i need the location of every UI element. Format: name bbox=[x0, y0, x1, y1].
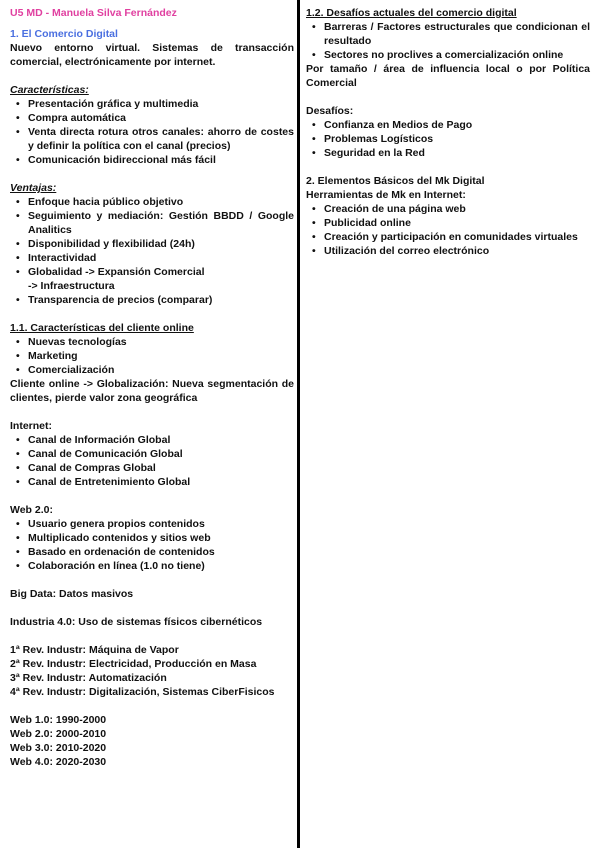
intro-text: Nuevo entorno virtual. Sistemas de transacción comercial, electrónicamente por internet. bbox=[10, 42, 294, 68]
web-era-line: Web 4.0: 2020-2030 bbox=[10, 756, 107, 768]
list-item bbox=[28, 265, 294, 293]
caracteristicas-list bbox=[10, 97, 294, 167]
web-era-line: Web 3.0: 2010-2020 bbox=[10, 742, 107, 754]
list-item: • Marketing bbox=[28, 349, 294, 363]
elementos-heading: 2. Elementos Básicos del Mk Digital bbox=[306, 175, 485, 187]
list-item: • Seguimiento y mediación: Gestión BBDD / Google Analitics bbox=[28, 209, 294, 237]
desafios-note: Por tamaño / área de influencia local o por Política Comercial bbox=[306, 63, 590, 89]
internet-heading: Internet: bbox=[10, 420, 52, 432]
desafios-heading: 1.2. Desafíos actuales del comercio digital bbox=[306, 7, 517, 19]
list-item: • Comunicación bidireccional más fácil bbox=[28, 153, 294, 167]
list-item: • Canal de Comunicación Global bbox=[28, 447, 294, 461]
list-item: • Creación de una página web bbox=[324, 202, 590, 216]
web20-heading: Web 2.0: bbox=[10, 504, 53, 516]
list-item: • Enfoque hacia público objetivo bbox=[28, 195, 294, 209]
ventajas-list bbox=[10, 195, 294, 307]
industria-line: Industria 4.0: Uso de sistemas físicos cibernéticos bbox=[10, 616, 263, 628]
list-item: • Multiplicado contenidos y sitios web bbox=[28, 531, 294, 545]
web-era-line: Web 2.0: 2000-2010 bbox=[10, 728, 107, 740]
list-item: • Publicidad online bbox=[324, 216, 590, 230]
list-item: • Utilización del correo electrónico bbox=[324, 244, 590, 258]
list-item: • Presentación gráfica y multimedia bbox=[28, 97, 294, 111]
desafios2-heading: Desafíos: bbox=[306, 105, 354, 117]
list-sub-item: -> Infraestructura bbox=[28, 280, 115, 292]
list-item: • Canal de Información Global bbox=[28, 433, 294, 447]
list-item: • Canal de Entretenimiento Global bbox=[28, 475, 294, 489]
list-item: • Sectores no proclives a comercialización online bbox=[324, 48, 590, 62]
rev-line: 4ª Rev. Industr: Digitalización, Sistemas CiberFisicos bbox=[10, 686, 275, 698]
cliente-list bbox=[10, 335, 294, 377]
list-item-text: Globalidad -> Expansión Comercial bbox=[28, 266, 205, 278]
caracteristicas-heading: Características: bbox=[10, 84, 89, 96]
elementos-subheading: Herramientas de Mk en Internet: bbox=[306, 189, 466, 201]
cliente-note: Cliente online -> Globalización: Nueva segmentación de clientes, pierde valor zona geográfica bbox=[10, 378, 294, 404]
list-item: • Usuario genera propios contenidos bbox=[28, 517, 294, 531]
web-era-line: Web 1.0: 1990-2000 bbox=[10, 714, 107, 726]
list-item: • Compra automática bbox=[28, 111, 294, 125]
list-item: • Interactividad bbox=[28, 251, 294, 265]
list-item: • Creación y participación en comunidades virtuales bbox=[324, 230, 590, 244]
list-item: • Disponibilidad y flexibilidad (24h) bbox=[28, 237, 294, 251]
ventajas-heading: Ventajas: bbox=[10, 182, 57, 194]
left-column bbox=[10, 6, 294, 769]
list-item: • Barreras / Factores estructurales que condicionan el resultado bbox=[324, 20, 590, 48]
list-item: • Comercialización bbox=[28, 363, 294, 377]
desafios2-list bbox=[306, 118, 590, 160]
column-divider bbox=[297, 0, 300, 848]
list-item: • Basado en ordenación de contenidos bbox=[28, 545, 294, 559]
web20-list bbox=[10, 517, 294, 573]
list-item: • Canal de Compras Global bbox=[28, 461, 294, 475]
document-header: U5 MD - Manuela Silva Fernández bbox=[10, 7, 177, 19]
internet-list bbox=[10, 433, 294, 489]
rev-line: 2ª Rev. Industr: Electricidad, Producción en Masa bbox=[10, 658, 257, 670]
rev-line: 3ª Rev. Industr: Automatización bbox=[10, 672, 167, 684]
big-data-line: Big Data: Datos masivos bbox=[10, 588, 134, 600]
list-item: • Problemas Logísticos bbox=[324, 132, 590, 146]
right-column bbox=[306, 6, 590, 258]
section-title-comercio-digital: 1. El Comercio Digital bbox=[10, 28, 118, 40]
list-item: • Transparencia de precios (comparar) bbox=[28, 293, 294, 307]
rev-line: 1ª Rev. Industr: Máquina de Vapor bbox=[10, 644, 179, 656]
list-item: • Venta directa rotura otros canales: ahorro de costes y definir la política con el canal (precios) bbox=[28, 125, 294, 153]
list-item: • Colaboración en línea (1.0 no tiene) bbox=[28, 559, 294, 573]
list-item: • Seguridad en la Red bbox=[324, 146, 590, 160]
list-item: • Nuevas tecnologías bbox=[28, 335, 294, 349]
elementos-list bbox=[306, 202, 590, 258]
list-item: • Confianza en Medios de Pago bbox=[324, 118, 590, 132]
cliente-online-heading: 1.1. Características del cliente online bbox=[10, 322, 194, 334]
desafios-list bbox=[306, 20, 590, 62]
